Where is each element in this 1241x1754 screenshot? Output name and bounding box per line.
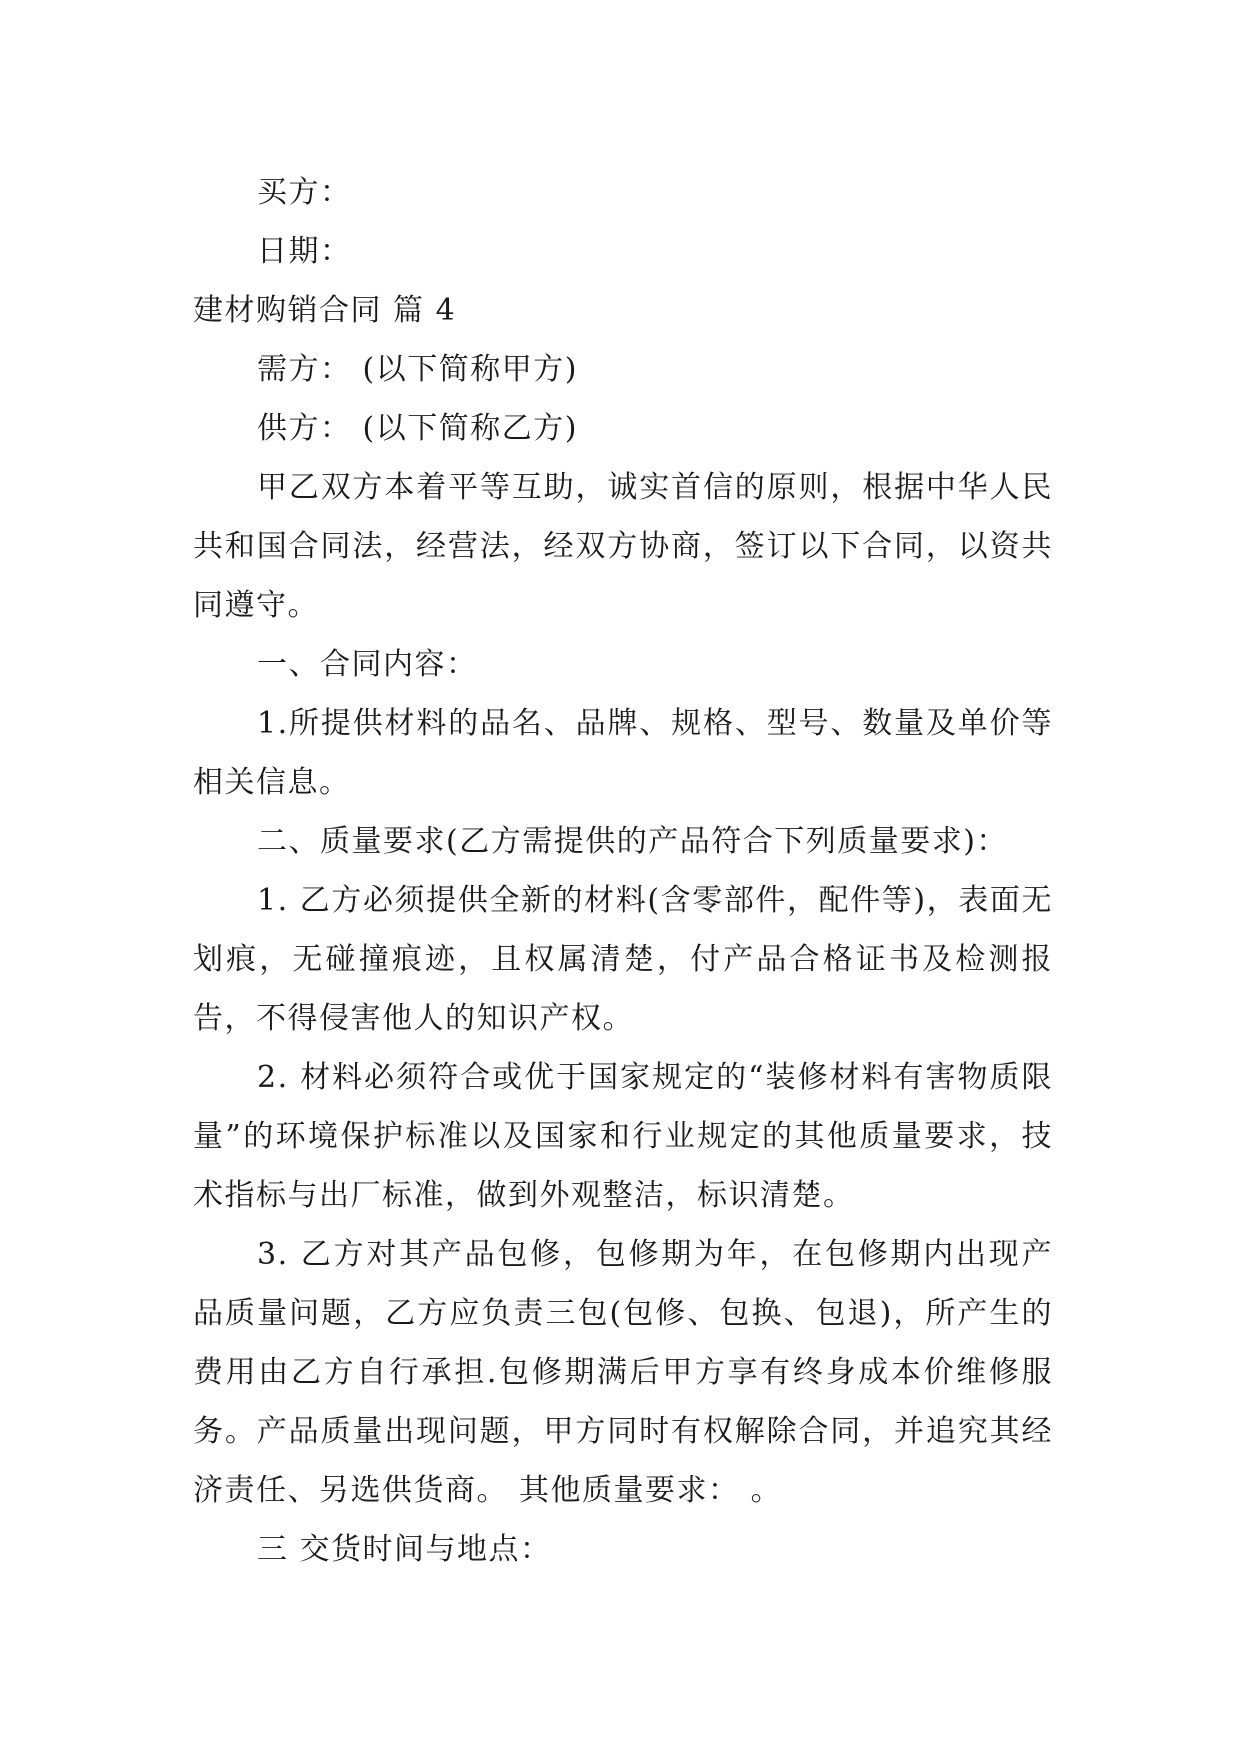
clause-3-heading: 三 交货时间与地点：	[257, 1532, 552, 1567]
preamble-paragraph: 甲乙双方本着平等互助，诚实首信的原则，根据中华人民共和国合同法，经营法，经双方协商，签订以下合同，以资共同遵守。	[193, 470, 1053, 623]
clause-1-heading: 一、合同内容：	[257, 647, 478, 682]
clause-2-item-3: 3. 乙方对其产品包修，包修期为年，在包修期内出现产品质量问题，乙方应负责三包(包修、包换、包退)，所产生的费用由乙方自行承担.包修期满后甲方享有终身成本价维修服务。产品质量出现问题，甲方同时有权解除合同，并追究其经济责任、另选供货商。 其他质量要求： 。	[193, 1237, 1053, 1508]
clause-1-item-1: 1.所提供材料的品名、品牌、规格、型号、数量及单价等相关信息。	[193, 706, 1053, 800]
clause-2-item-1: 1. 乙方必须提供全新的材料(含零部件，配件等)，表面无划痕，无碰撞痕迹，且权属清楚，付产品合格证书及检测报告，不得侵害他人的知识产权。	[193, 883, 1053, 1036]
date-label: 日期：	[257, 234, 352, 269]
clause-2-item-2: 2. 材料必须符合或优于国家规定的“装修材料有害物质限量”的环境保护标准以及国家和行业规定的其他质量要求，技术指标与出厂标准，做到外观整洁，标识清楚。	[193, 1060, 1053, 1213]
buyer-label: 买方：	[257, 175, 352, 210]
section-title: 建材购销合同 篇 4	[193, 293, 457, 328]
clause-2-heading: 二、质量要求(乙方需提供的产品符合下列质量要求)：	[257, 824, 1008, 859]
document-body	[193, 163, 1053, 1579]
supply-party: 供方： (以下简称乙方)	[257, 411, 578, 446]
demand-party: 需方： (以下简称甲方)	[257, 352, 578, 387]
